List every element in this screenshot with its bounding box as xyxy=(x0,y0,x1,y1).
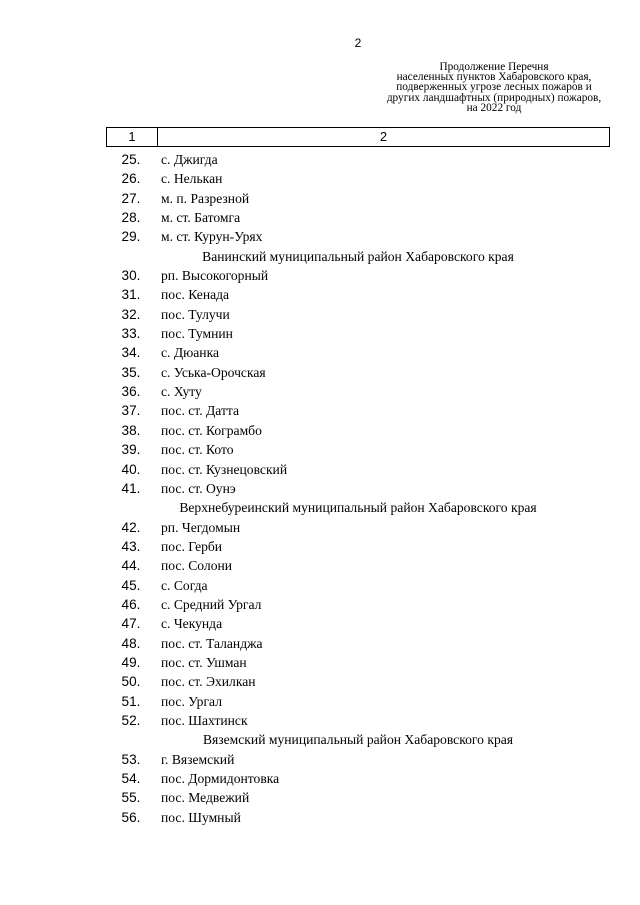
row-number: 37. xyxy=(121,403,141,419)
settlement-name: м. ст. Батомга xyxy=(161,210,241,226)
table-row xyxy=(106,150,610,169)
page-number: 2 xyxy=(354,36,362,50)
header-line: других ландшафтных (природных) пожаров, xyxy=(386,91,602,104)
table-row xyxy=(106,653,610,672)
settlement-name: пос. Ургал xyxy=(161,693,222,709)
table-row xyxy=(106,518,610,537)
row-number: 38. xyxy=(121,422,141,438)
row-number: 44. xyxy=(121,558,141,574)
row-number: 55. xyxy=(121,790,141,806)
settlement-name: с. Согда xyxy=(161,577,208,593)
header-line: населенных пунктов Хабаровского края, xyxy=(396,71,592,84)
row-number: 48. xyxy=(121,635,141,651)
table-row xyxy=(106,634,610,653)
district-section-row xyxy=(106,498,610,517)
settlement-name: пос. Солони xyxy=(161,558,233,574)
settlement-name: пос. ст. Кограмбо xyxy=(161,422,262,438)
row-number: 34. xyxy=(121,345,141,361)
settlement-name: пос. ст. Оунэ xyxy=(161,480,236,496)
table-row xyxy=(106,440,610,459)
table-row xyxy=(106,556,610,575)
settlement-name: м. п. Разрезной xyxy=(161,190,250,206)
row-number: 40. xyxy=(121,461,141,477)
settlement-name: пос. Герби xyxy=(161,538,223,554)
district-section-title: Верхнебуреинский муниципальный район Хабаровского края xyxy=(179,500,537,516)
row-number: 43. xyxy=(121,538,141,554)
settlement-list xyxy=(106,150,610,827)
table-row xyxy=(106,382,610,401)
table-row xyxy=(106,711,610,730)
settlement-name: м. ст. Курун-Урях xyxy=(161,229,263,245)
settlement-name: пос. Тулучи xyxy=(161,306,230,322)
table-row xyxy=(106,460,610,479)
row-number: 31. xyxy=(121,287,141,303)
settlement-name: пос. Тумнин xyxy=(161,326,233,342)
settlement-name: рп. Высокогорный xyxy=(161,268,269,284)
row-number: 50. xyxy=(121,674,141,690)
table-row xyxy=(106,672,610,691)
row-number: 29. xyxy=(121,229,141,245)
row-number: 52. xyxy=(121,712,141,728)
row-number: 27. xyxy=(121,190,141,206)
settlement-name: с. Нелькан xyxy=(161,171,223,187)
header-line: на 2022 год xyxy=(466,101,522,114)
table-row xyxy=(106,169,610,188)
settlement-name: пос. ст. Кузнецовский xyxy=(161,461,288,477)
settlement-name: пос. ст. Датта xyxy=(161,403,240,419)
settlement-name: пос. Дормидонтовка xyxy=(161,771,280,786)
table-row xyxy=(106,808,610,827)
table-row xyxy=(106,576,610,595)
district-section-title: Вяземский муниципальный район Хабаровского края xyxy=(202,732,514,748)
table-row xyxy=(106,266,610,285)
settlement-name: с. Уська-Орочская xyxy=(161,364,266,380)
district-section-title: Ванинский муниципальный район Хабаровского края xyxy=(202,248,514,264)
row-number: 36. xyxy=(121,384,141,400)
row-number: 35. xyxy=(121,364,141,380)
table-row xyxy=(106,227,610,246)
table-column-header xyxy=(106,127,610,147)
column-header-name: 2 xyxy=(379,129,388,144)
table-row xyxy=(106,614,610,633)
row-number: 45. xyxy=(121,577,141,593)
settlement-name: пос. ст. Ушман xyxy=(161,654,247,670)
table-row xyxy=(106,769,610,788)
table-row xyxy=(106,189,610,208)
row-number: 47. xyxy=(121,616,141,632)
header-line: Продолжение Перечня xyxy=(439,61,549,73)
table-row xyxy=(106,537,610,556)
row-number: 26. xyxy=(121,171,141,187)
table-row xyxy=(106,595,610,614)
row-number: 39. xyxy=(121,442,141,458)
row-number: 46. xyxy=(121,596,141,612)
settlement-name: пос. Шахтинск xyxy=(161,712,248,728)
settlement-name: с. Средний Ургал xyxy=(161,596,262,612)
table-row xyxy=(106,788,610,807)
settlement-name: пос. Кенада xyxy=(161,287,230,303)
table-row xyxy=(106,401,610,420)
row-number: 56. xyxy=(121,809,141,825)
row-number: 42. xyxy=(121,519,141,535)
row-number: 30. xyxy=(121,268,141,284)
district-section-row xyxy=(106,247,610,266)
row-number: 51. xyxy=(121,693,141,709)
settlement-name: с. Джигда xyxy=(161,152,218,167)
settlement-name: с. Хуту xyxy=(161,384,202,400)
table-row xyxy=(106,285,610,304)
settlement-name: г. Вяземский xyxy=(161,751,235,767)
document-header xyxy=(360,62,628,113)
row-number: 32. xyxy=(121,306,141,322)
table-row xyxy=(106,208,610,227)
settlement-name: с. Чекунда xyxy=(161,616,223,632)
row-number: 49. xyxy=(121,654,141,670)
table-row xyxy=(106,324,610,343)
table-row xyxy=(106,305,610,324)
table-row xyxy=(106,363,610,382)
district-section-row xyxy=(106,730,610,749)
settlement-name: пос. ст. Эхилкан xyxy=(161,674,256,690)
settlement-name: пос. ст. Таланджа xyxy=(161,635,263,651)
settlement-name: с. Дюанка xyxy=(161,345,219,361)
column-header-number: 1 xyxy=(107,128,158,146)
table-row xyxy=(106,692,610,711)
row-number: 33. xyxy=(121,326,141,342)
settlement-name: пос. Шумный xyxy=(161,809,241,825)
settlement-name: пос. ст. Кото xyxy=(161,442,234,458)
table-row xyxy=(106,750,610,769)
settlement-name: рп. Чегдомын xyxy=(161,519,241,535)
row-number: 53. xyxy=(121,751,141,767)
header-line: подверженных угрозе лесных пожаров и xyxy=(396,81,592,94)
table-row xyxy=(106,479,610,498)
row-number: 41. xyxy=(121,480,141,496)
settlement-name: пос. Медвежий xyxy=(161,790,250,806)
table-row xyxy=(106,421,610,440)
row-number: 25. xyxy=(121,152,141,167)
table-row xyxy=(106,343,610,362)
row-number: 54. xyxy=(121,771,141,786)
row-number: 28. xyxy=(121,210,141,226)
